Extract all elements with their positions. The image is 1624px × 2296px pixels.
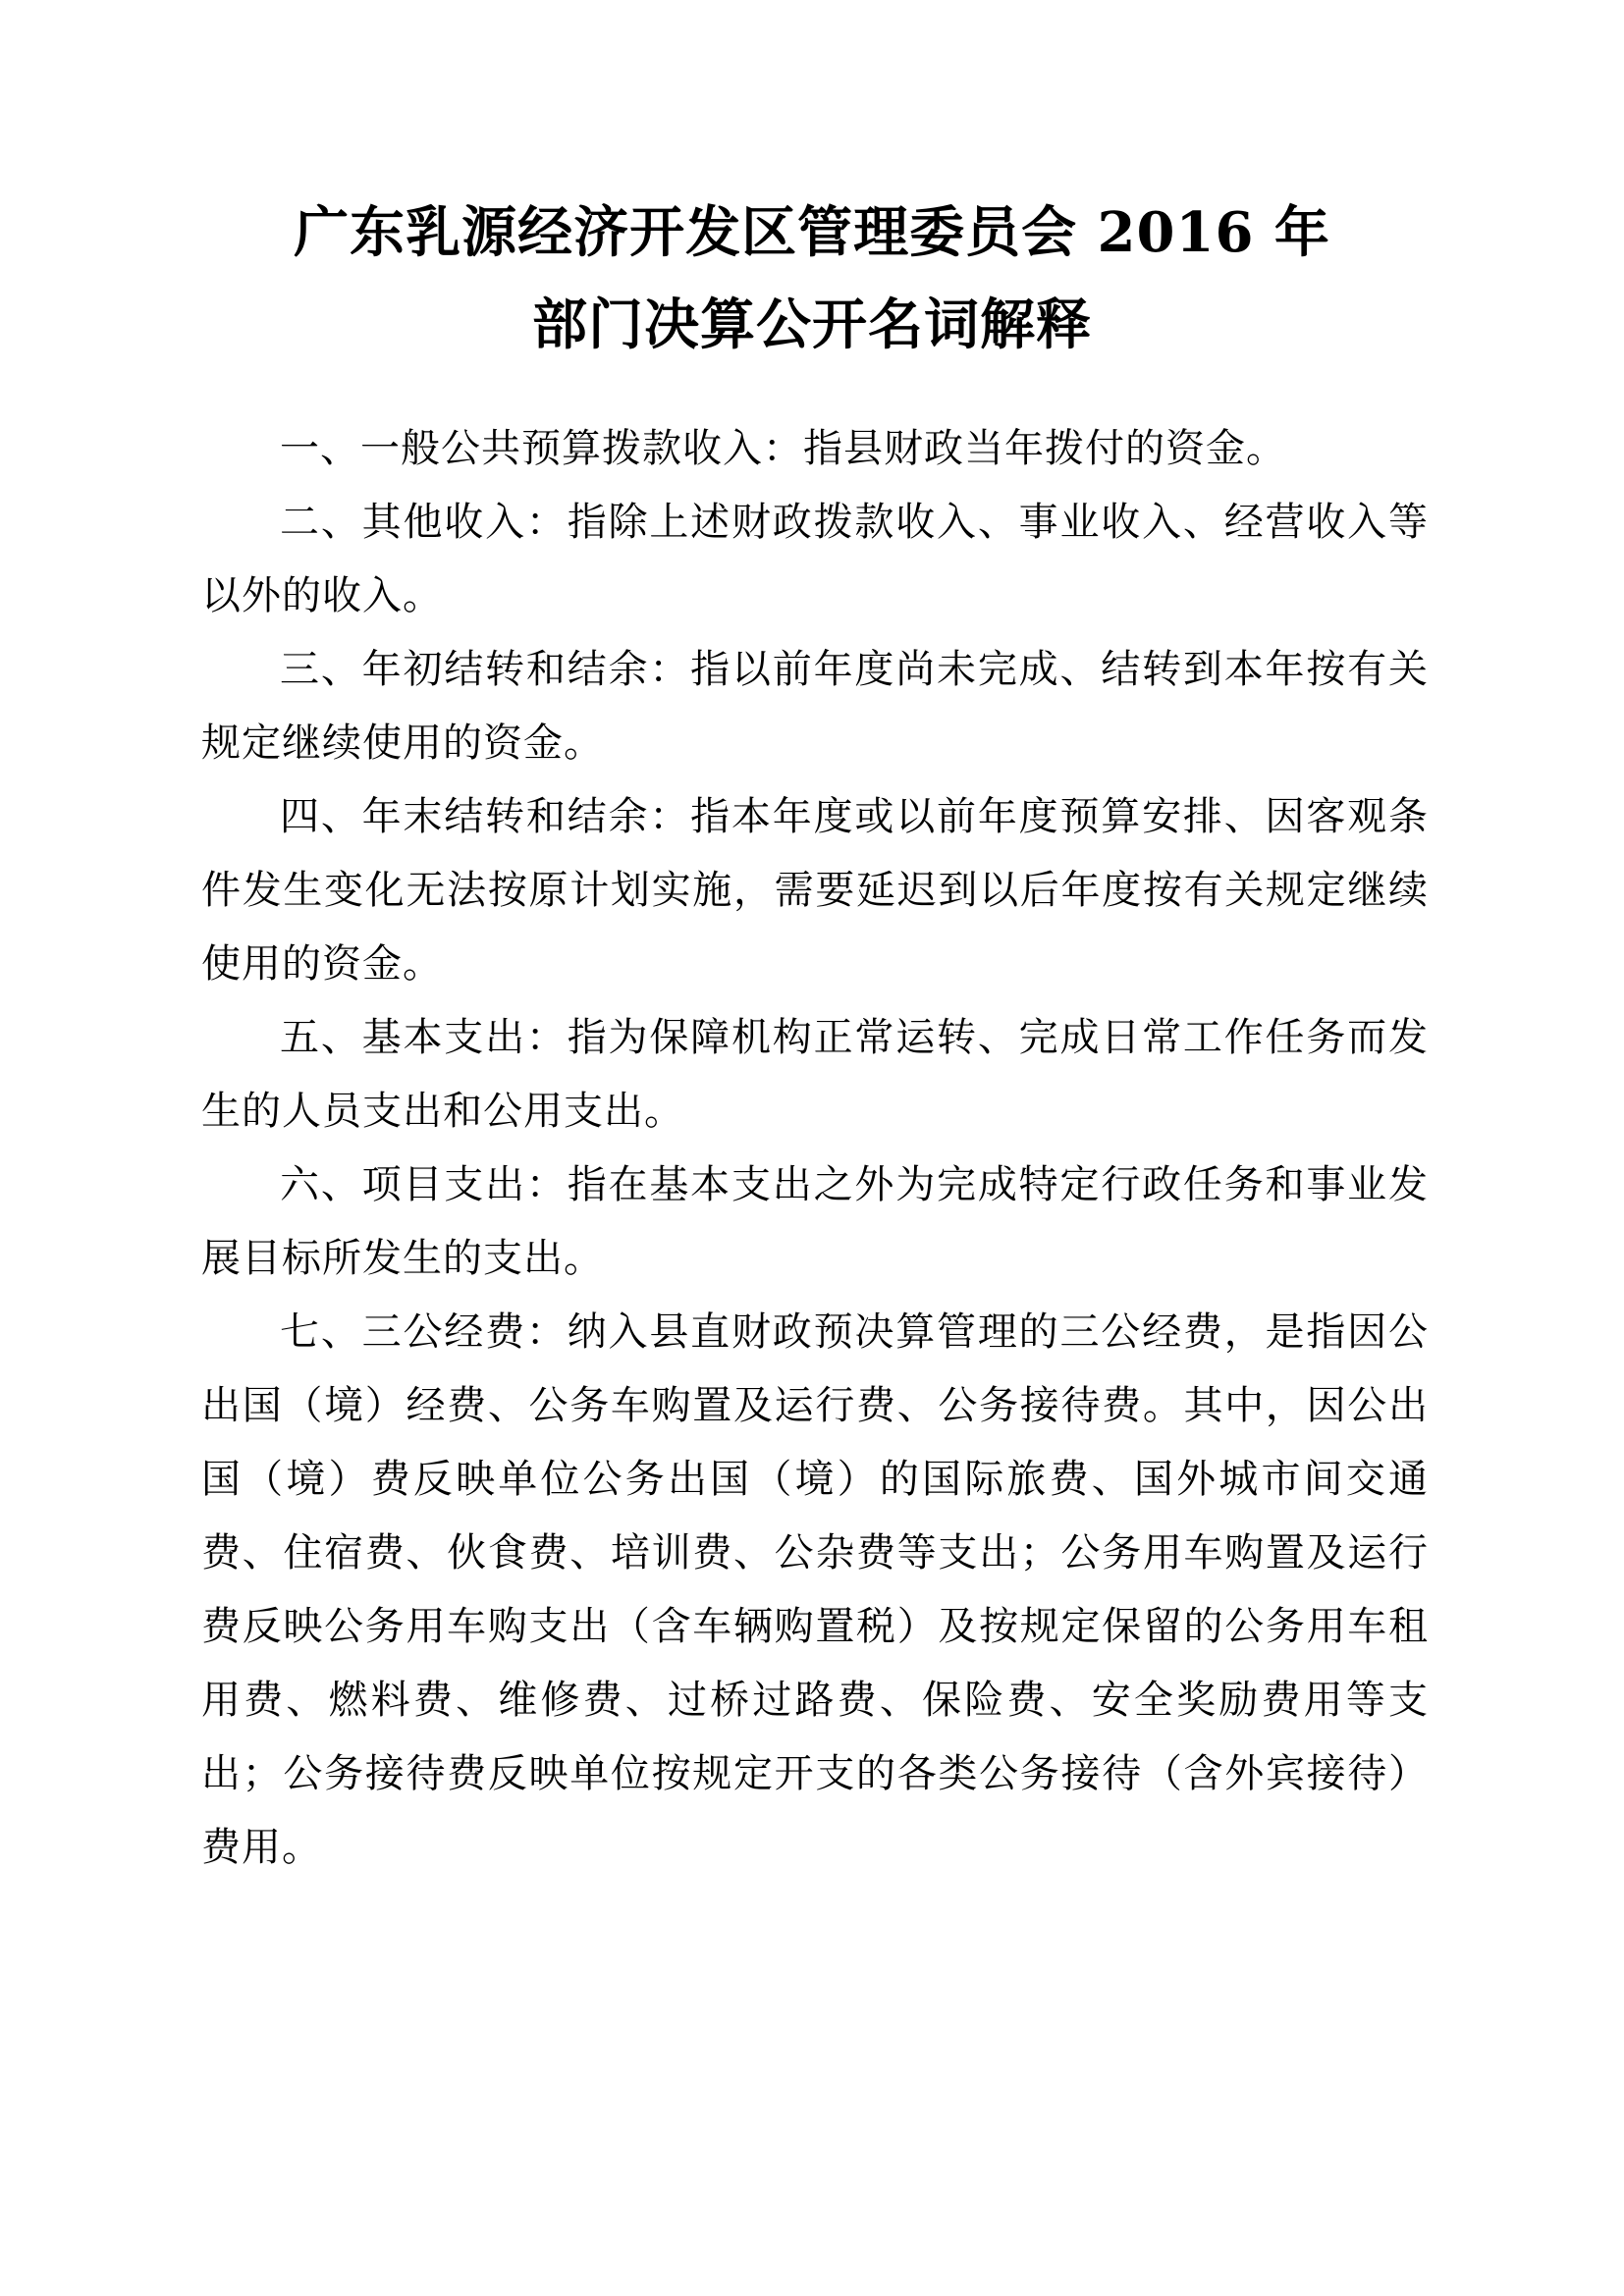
document-title (0, 187, 1624, 371)
paragraph-other-income: 二、其他收入：指除上述财政拨款收入、事业收入、经营收入等以外的收入。 (201, 500, 1429, 618)
paragraph-ending-carryover: 四、年末结转和结余：指本年度或以前年度预算安排、因客观条件发生变化无法按原计划实施，需要延迟到以后年度按有关规定继续使用的资金。 (201, 794, 1429, 987)
title-line-2: 部门决算公开名词解释 (532, 293, 1092, 357)
document-body (201, 412, 1429, 1885)
paragraph-beginning-carryover: 三、年初结转和结余：指以前年度尚未完成、结转到本年按有关规定继续使用的资金。 (201, 647, 1429, 766)
paragraph-three-public-expenses: 七、三公经费：纳入县直财政预决算管理的三公经费，是指因公出国（境）经费、公务车购置及运行费、公务接待费。其中，因公出国（境）费反映单位公务出国（境）的国际旅费、国外城市间交通费、住宿费、伙食费、培训费、公杂费等支出；公务用车购置及运行费反映公务用车购支出（含车辆购置税）及按规定保留的公务用车租用费、燃料费、维修费、过桥过路费、保险费、安全奖励费用等支出；公务接待费反映单位按规定开支的各类公务接待（含外宾接待）费用。 (201, 1309, 1429, 1870)
paragraph-basic-expenditure: 五、基本支出：指为保障机构正常运转、完成日常工作任务而发生的人员支出和公用支出。 (201, 1015, 1429, 1134)
title-line-1: 广东乳源经济开发区管理委员会 2016 年 (294, 200, 1330, 265)
paragraph-general-budget-income: 一、一般公共预算拨款收入：指县财政当年拨付的资金。 (280, 426, 1286, 471)
paragraph-project-expenditure: 六、项目支出：指在基本支出之外为完成特定行政任务和事业发展目标所发生的支出。 (201, 1162, 1429, 1281)
